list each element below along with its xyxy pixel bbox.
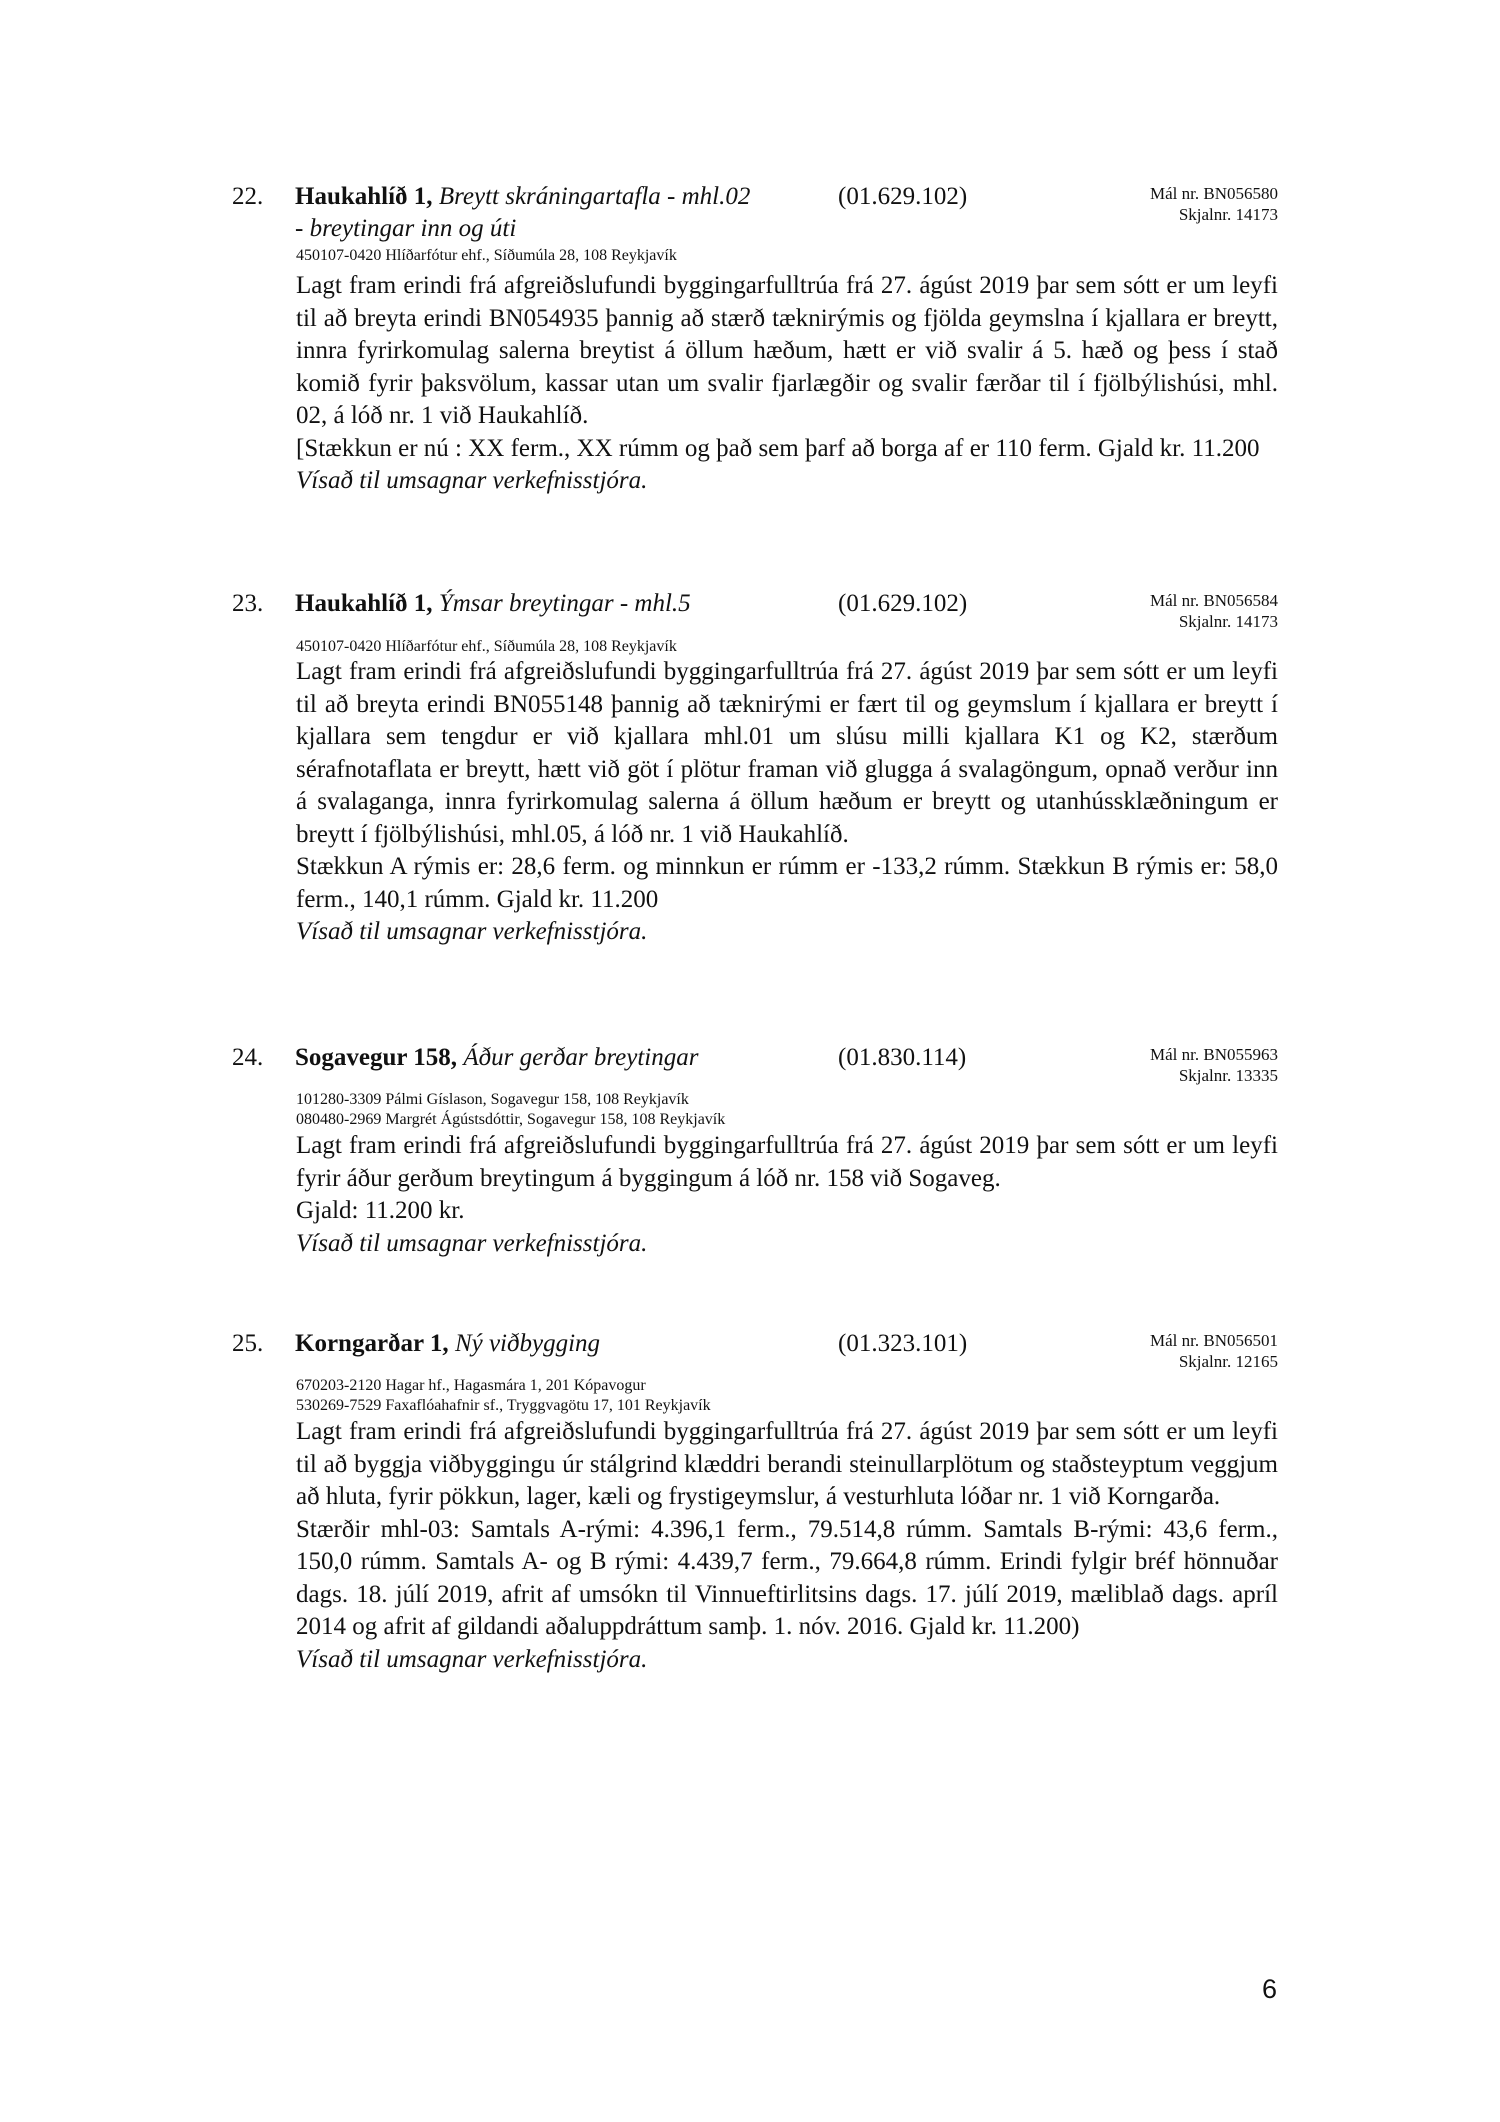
body-paragraph: Lagt fram erindi frá afgreiðslufundi byggingarfulltrúa frá 27. ágúst 2019 þar sem sótt er um leyfi fyrir áður gerðum breytingum á byggingum á lóð nr. 158 við Sogaveg.: [296, 1132, 1278, 1192]
owner-line: 101280-3309 Pálmi Gíslason, Sogavegur 158, 108 Reykjavík: [296, 1091, 689, 1108]
entry-reference: [1150, 183, 1278, 225]
body-paragraph: Lagt fram erindi frá afgreiðslufundi byggingarfulltrúa frá 27. ágúst 2019 þar sem sótt er um leyfi til að breyta erindi BN054935 þannig að stærð tæknirýmis og fjölda geymslna í kjallara er breytt, innra fyrirkomulag salerna breytist á öllum hæðum, hætt er við svalir á 5. hæð og þess í stað komið fyrir þaksvölum, kassar utan um svalir fjarlægðir og svalir færðar til í fjölbýlishúsi, mhl. 02, á lóð nr. 1 við Haukahlíð.: [296, 272, 1278, 429]
entry-verdict: Vísað til umsagnar verkefnisstjóra.: [296, 467, 648, 494]
entry-number: 22.: [232, 183, 264, 210]
case-number: Mál nr. BN056580: [1150, 184, 1278, 203]
entry-land-code: (01.830.114): [838, 1044, 967, 1071]
document-number: Skjalnr. 12165: [1178, 1352, 1278, 1371]
entry-verdict: Vísað til umsagnar verkefnisstjóra.: [296, 918, 648, 945]
entry-land-code: (01.629.102): [838, 590, 968, 617]
entry-subject: Ýmsar breytingar - mhl.5: [438, 590, 691, 617]
entry-number: 23.: [232, 590, 264, 617]
entry-subject: Breytt skráningartafla - mhl.02: [438, 183, 751, 210]
case-number: Mál nr. BN056501: [1150, 1331, 1278, 1350]
entry-reference: [1150, 1330, 1278, 1372]
entry-number: 24.: [232, 1044, 264, 1071]
entry-address: Haukahlíð 1,: [295, 183, 433, 210]
entry-title: [295, 1044, 698, 1072]
entry-owners: [296, 1376, 711, 1416]
entry-body: [296, 1130, 1278, 1260]
owner-line: 450107-0420 Hlíðarfótur ehf., Síðumúla 28, 108 Reykjavík: [296, 247, 677, 264]
case-number: Mál nr. BN056584: [1150, 591, 1278, 610]
entry-body: [296, 270, 1278, 498]
entry-address: Sogavegur 158,: [295, 1044, 458, 1071]
entry-verdict: Vísað til umsagnar verkefnisstjóra.: [296, 1229, 648, 1257]
owner-line: 080480-2969 Margrét Ágústsdóttir, Sogavegur 158, 108 Reykjavík: [296, 1111, 726, 1128]
owner-line: 670203-2120 Hagar hf., Hagasmára 1, 201 Kópavogur: [296, 1377, 646, 1394]
entry-owners: [296, 637, 677, 657]
document-number: Skjalnr. 14173: [1178, 612, 1278, 631]
page-number: 6: [1262, 1974, 1278, 2004]
body-paragraph: Lagt fram erindi frá afgreiðslufundi byggingarfulltrúa frá 27. ágúst 2019 þar sem sótt er um leyfi til að byggja viðbyggingu úr stálgrind klæddri berandi steinullarplötum og staðsteyptum veggjum að hluta, fyrir pökkun, lager, kæli og frystigeymslur, á vesturhluta lóðar nr. 1 við Korngarða.: [296, 1418, 1278, 1510]
entry-owners: [296, 1090, 725, 1130]
entry-land-code: (01.323.101): [838, 1330, 968, 1357]
entry-land-code: (01.629.102): [838, 183, 968, 210]
entry-body: [296, 656, 1278, 949]
body-paragraph: Stækkun A rýmis er: 28,6 ferm. og minnkun er rúmm er -133,2 rúmm. Stækkun B rýmis er: 58,0 ferm., 140,1 rúmm. Gjald kr. 11.200: [296, 853, 1278, 913]
entry-owners: [296, 246, 677, 266]
entry-number: 25.: [232, 1330, 264, 1357]
case-number: Mál nr. BN055963: [1150, 1045, 1278, 1064]
entry-body: [296, 1416, 1278, 1676]
entry-reference: [1150, 590, 1278, 632]
body-paragraph: Stærðir mhl-03: Samtals A-rými: 4.396,1 ferm., 79.514,8 rúmm. Samtals B-rými: 43,6 ferm., 150,0 rúmm. Samtals A- og B rými: 4.439,7 ferm., 79.664,8 rúmm. Erindi fylgir bréf hönnuðar dags. 18. júlí 2019, afrit af umsókn til Vinnueftirlitsins dags. 17. júlí 2019, mæliblað dags. apríl 2014 og afrit af gildandi aðaluppdráttum samþ. 1. nóv. 2016. Gjald kr. 11.200): [296, 1515, 1278, 1640]
entry-subject: Ný viðbygging: [454, 1330, 601, 1357]
body-paragraph: Gjald: 11.200 kr.: [296, 1197, 465, 1224]
entry-title: [295, 183, 750, 211]
entry-title: [295, 590, 691, 618]
entry-verdict: Vísað til umsagnar verkefnisstjóra.: [296, 1645, 648, 1673]
entry-subject-continued: - breytingar inn og úti: [295, 215, 517, 242]
body-paragraph: [Stækkun er nú : XX ferm., XX rúmm og það sem þarf að borga af er 110 ferm. Gjald kr. 11.200: [296, 434, 1260, 462]
owner-line: 530269-7529 Faxaflóahafnir sf., Tryggvagötu 17, 101 Reykjavík: [296, 1397, 711, 1414]
entry-reference: [1150, 1044, 1278, 1086]
entry-title: [295, 1330, 600, 1358]
body-paragraph: Lagt fram erindi frá afgreiðslufundi byggingarfulltrúa frá 27. ágúst 2019 þar sem sótt er um leyfi til að breyta erindi BN055148 þannig að tæknirými er fært til og geymslum í kjallara er breytt í kjallara sem tengdur er við kjallara mhl.01 um slúsu milli kjallara K1 og K2, stærðum sérafnotaflata er breytt, hætt við göt í plötur framan við glugga á svalagöngum, opnað verður inn á svalaganga, innra fyrirkomulag salerna á öllum hæðum er breytt og utanhússklæðningum er breytt í fjölbýlishúsi, mhl.05, á lóð nr. 1 við Haukahlíð.: [296, 658, 1278, 848]
entry-address: Haukahlíð 1,: [295, 590, 433, 617]
document-number: Skjalnr. 14173: [1178, 205, 1278, 224]
document-number: Skjalnr. 13335: [1178, 1066, 1278, 1085]
entry-subject: Áður gerðar breytingar: [463, 1044, 699, 1071]
entry-address: Korngarðar 1,: [295, 1330, 449, 1357]
owner-line: 450107-0420 Hlíðarfótur ehf., Síðumúla 28, 108 Reykjavík: [296, 638, 677, 655]
